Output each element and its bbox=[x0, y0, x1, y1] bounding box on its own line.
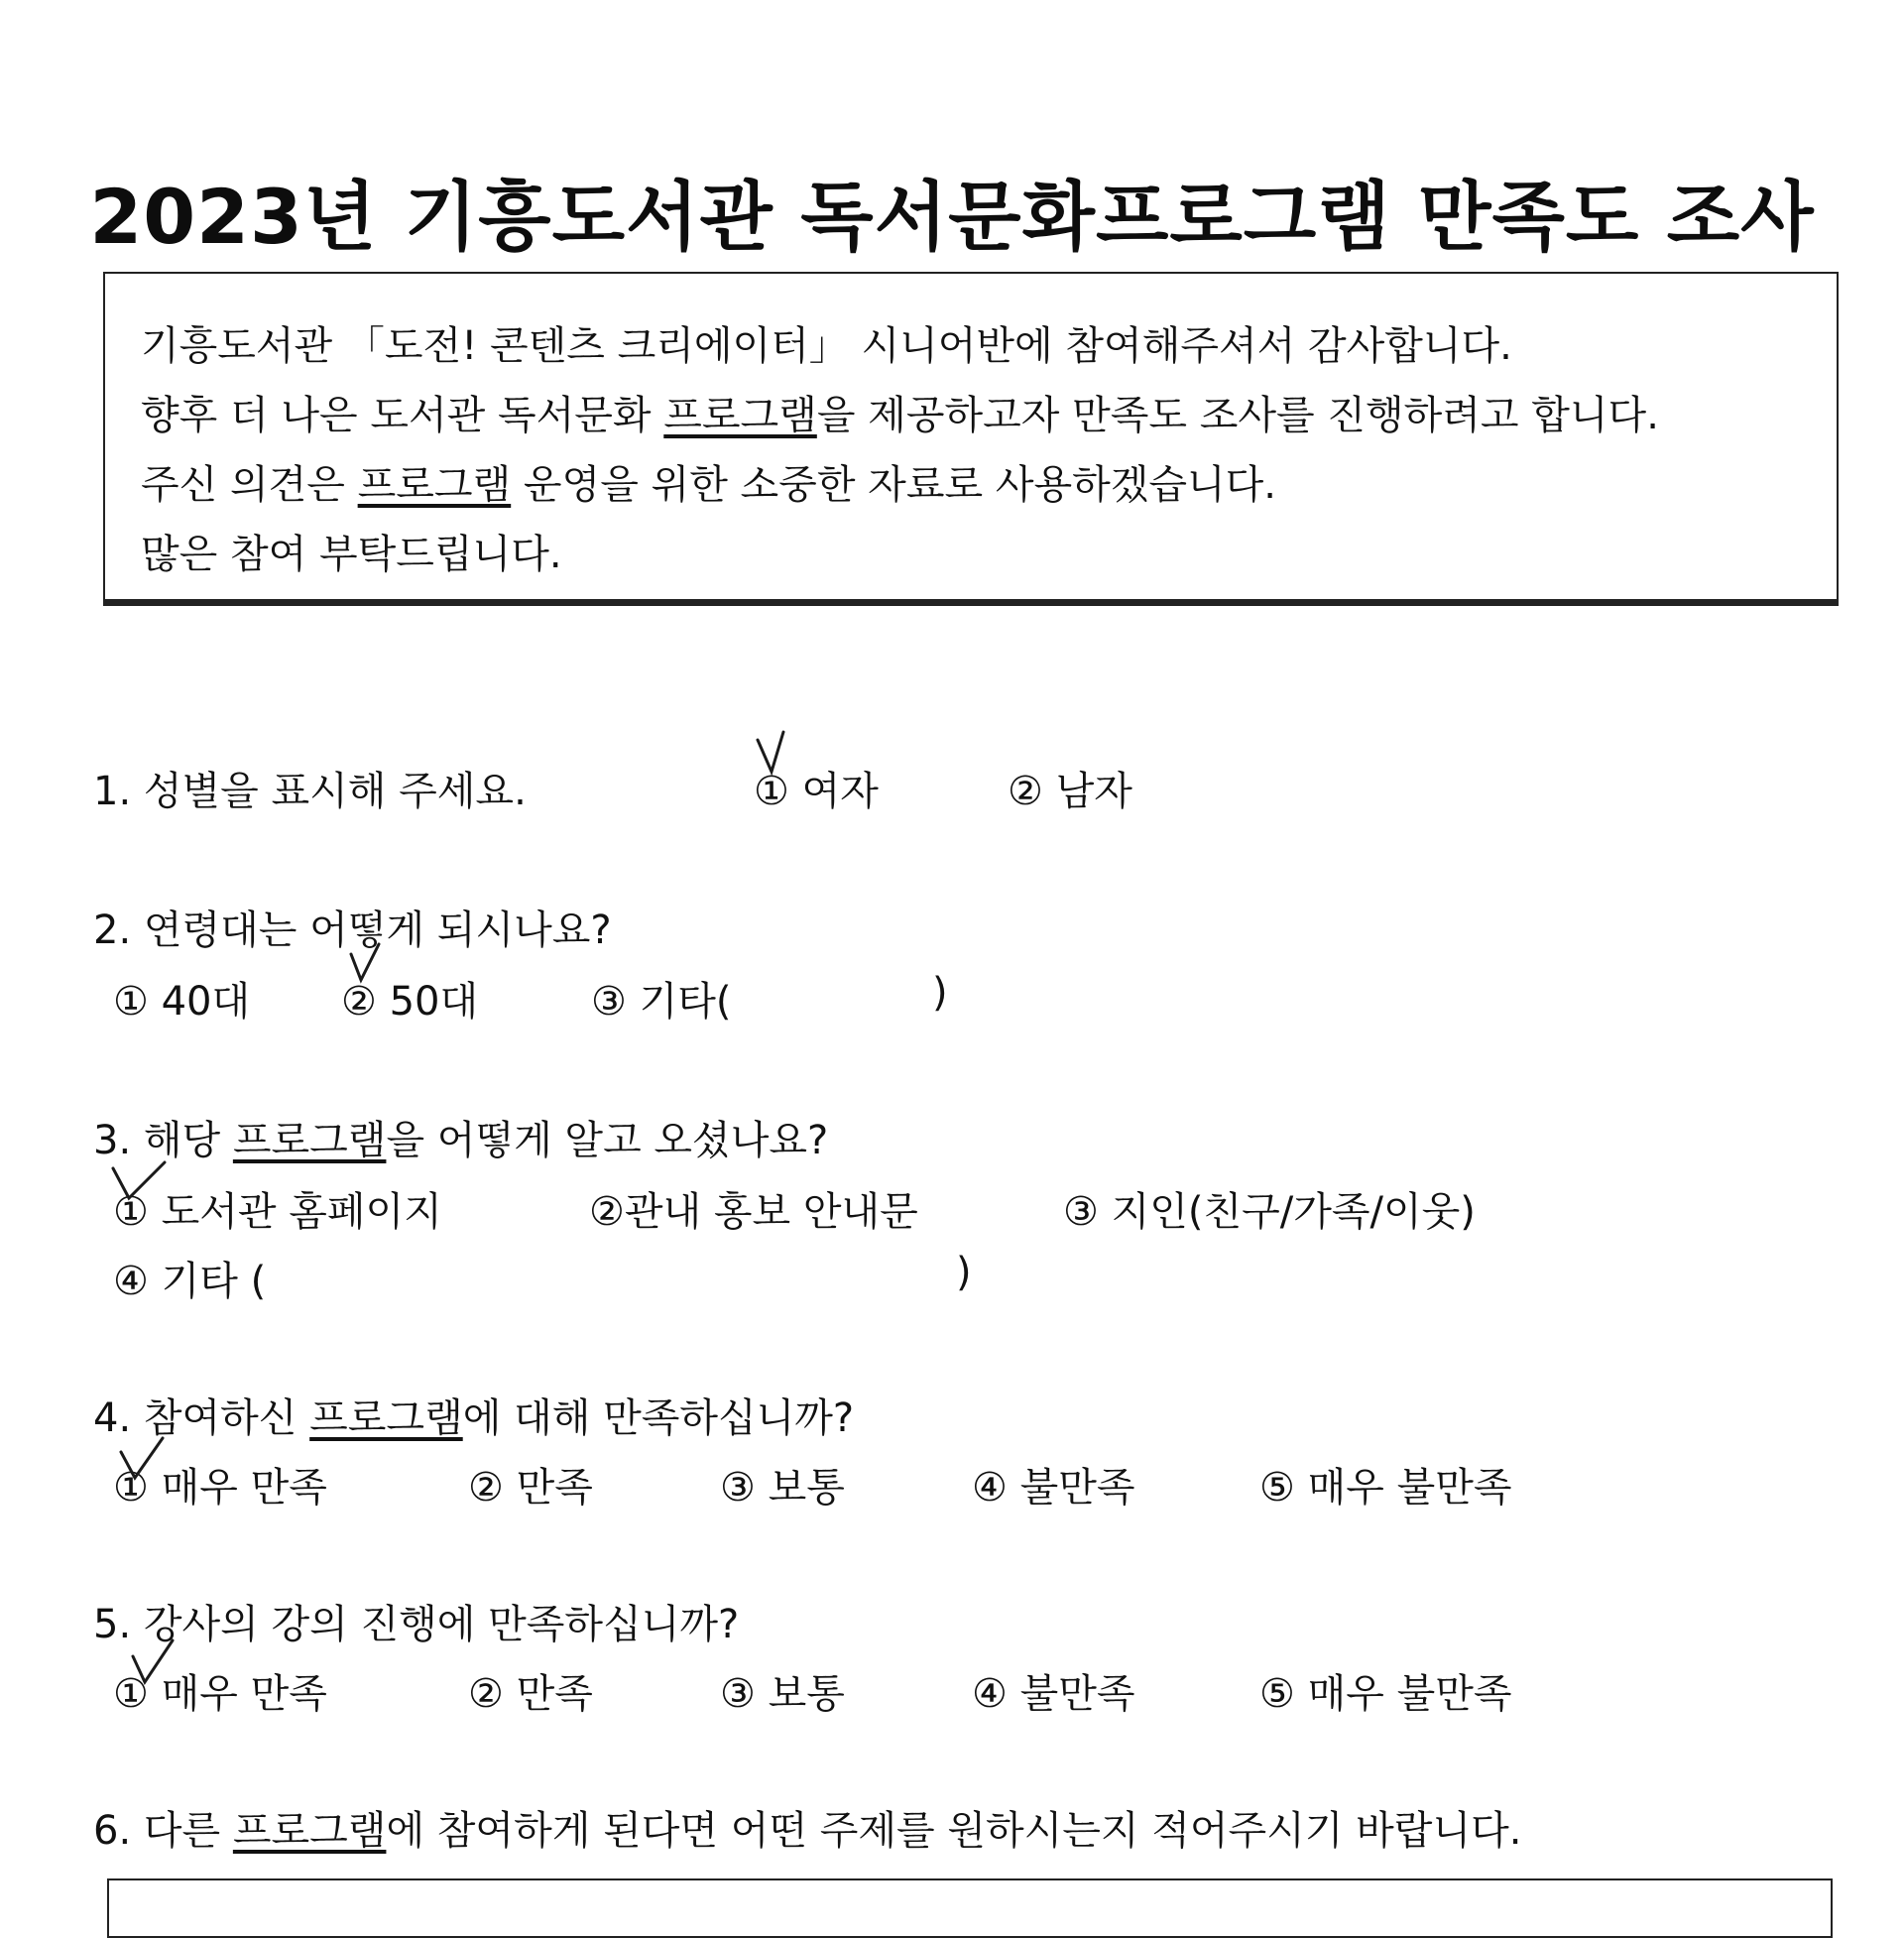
q2-option-50s[interactable]: ② 50대 bbox=[341, 979, 479, 1025]
q5-option-very-satisfied[interactable]: ① 매우 만족 bbox=[113, 1671, 327, 1717]
q5-option-dissatisfied[interactable]: ④ 불만족 bbox=[972, 1671, 1135, 1717]
question-5-text: 5. 강사의 강의 진행에 만족하십니까? bbox=[93, 1602, 740, 1647]
q4-option-very-dissatisfied[interactable]: ⑤ 매우 불만족 bbox=[1259, 1465, 1512, 1511]
q4-option-dissatisfied[interactable]: ④ 불만족 bbox=[972, 1465, 1135, 1511]
intro-line-2-post: 을 제공하고자 만족도 조사를 진행하려고 합니다. bbox=[816, 393, 1659, 438]
q3-option-other-close: ) bbox=[956, 1250, 972, 1295]
intro-line-2-underlined: 프로그램 bbox=[663, 393, 817, 438]
q5-option-neutral[interactable]: ③ 보통 bbox=[720, 1671, 845, 1717]
question-4-underlined: 프로그램 bbox=[309, 1395, 463, 1441]
question-3-post: 을 어떻게 알고 오셨나요? bbox=[386, 1118, 829, 1163]
q4-option-very-satisfied[interactable]: ① 매우 만족 bbox=[113, 1465, 327, 1511]
q5-option-satisfied[interactable]: ② 만족 bbox=[468, 1671, 593, 1717]
intro-line-3-post: 운영을 위한 소중한 자료로 사용하겠습니다. bbox=[511, 462, 1277, 508]
intro-line-4: 많은 참여 부탁드립니다. bbox=[141, 532, 562, 577]
intro-box bbox=[103, 272, 1839, 601]
q2-option-other[interactable]: ③ 기타( bbox=[591, 979, 732, 1025]
q6-answer-box[interactable] bbox=[107, 1878, 1833, 1938]
question-2-text: 2. 연령대는 어떻게 되시나요? bbox=[93, 908, 612, 953]
intro-line-3 bbox=[141, 450, 1837, 520]
question-3-text bbox=[93, 1109, 828, 1165]
q2-option-other-close: ) bbox=[932, 970, 948, 1016]
intro-line-2 bbox=[141, 381, 1837, 450]
intro-line-1: 기흥도서관 「도전! 콘텐츠 크리에이터」 시니어반에 참여해주셔서 감사합니다. bbox=[141, 323, 1512, 369]
question-1-text: 1. 성별을 표시해 주세요. bbox=[93, 769, 527, 814]
intro-line-3-pre: 주신 의견은 bbox=[141, 462, 358, 508]
question-6-underlined: 프로그램 bbox=[232, 1808, 387, 1854]
question-6-pre: 6. 다른 bbox=[93, 1808, 233, 1854]
q3-option-acquaintance[interactable]: ③ 지인(친구/가족/이웃) bbox=[1063, 1189, 1476, 1235]
q2-option-40s[interactable]: ① 40대 bbox=[113, 979, 251, 1025]
intro-line-3-underlined: 프로그램 bbox=[357, 462, 512, 508]
question-4-pre: 4. 참여하신 bbox=[93, 1395, 310, 1441]
question-4-text bbox=[93, 1387, 854, 1443]
question-6-text bbox=[93, 1799, 1521, 1856]
question-6-post: 에 참여하게 된다면 어떤 주제를 원하시는지 적어주시기 바랍니다. bbox=[386, 1808, 1522, 1854]
question-3-pre: 3. 해당 bbox=[93, 1118, 233, 1163]
q1-option-female[interactable]: ① 여자 bbox=[754, 769, 879, 814]
q1-option-male[interactable]: ② 남자 bbox=[1008, 769, 1132, 814]
q3-option-other[interactable]: ④ 기타 ( bbox=[113, 1259, 267, 1304]
q3-option-homepage[interactable]: ① 도서관 홈페이지 bbox=[113, 1189, 442, 1235]
intro-line-2-pre: 향후 더 나은 도서관 독서문화 bbox=[141, 393, 664, 438]
q4-option-neutral[interactable]: ③ 보통 bbox=[720, 1465, 845, 1511]
question-3-underlined: 프로그램 bbox=[232, 1118, 387, 1163]
survey-title: 2023년 기흥도서관 독서문화프로그램 만족도 조사 bbox=[89, 173, 1815, 261]
q4-option-satisfied[interactable]: ② 만족 bbox=[468, 1465, 593, 1511]
q3-option-flyer[interactable]: ②관내 홍보 안내문 bbox=[589, 1189, 918, 1235]
question-4-post: 에 대해 만족하십니까? bbox=[462, 1395, 855, 1441]
q5-option-very-dissatisfied[interactable]: ⑤ 매우 불만족 bbox=[1259, 1671, 1512, 1717]
